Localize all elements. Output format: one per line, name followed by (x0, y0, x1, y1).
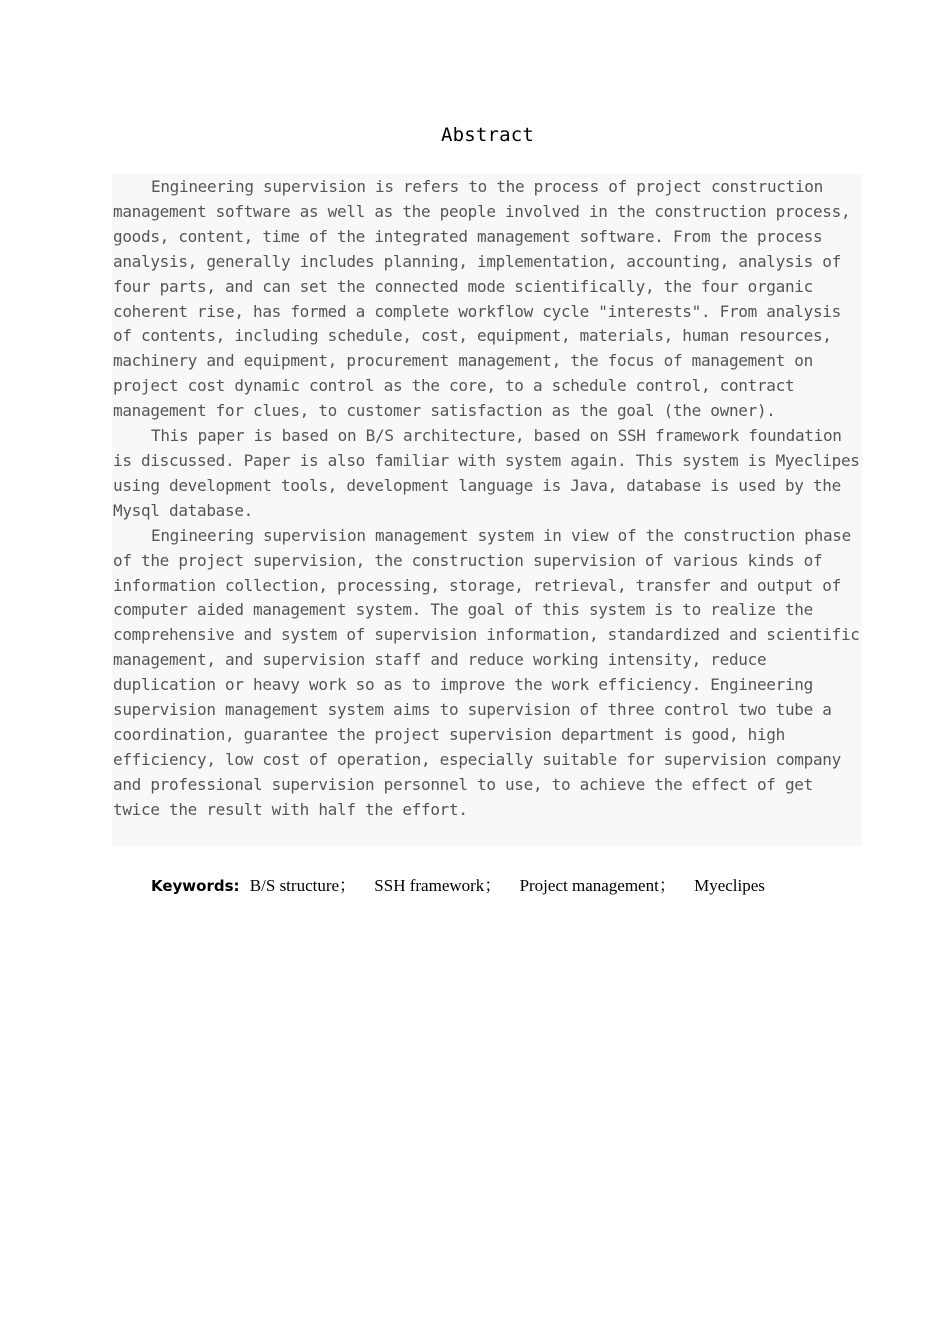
keyword-separator: ； (658, 876, 676, 895)
keyword-separator: ； (339, 876, 357, 895)
keyword-item: Myeclipes (694, 876, 765, 895)
keyword-item: SSH framework (374, 876, 485, 895)
abstract-paragraph: This paper is based on B/S architecture, based on SSH framework foundation is discussed. Paper is also familiar with system again. This system is Myeclipes using development tools, development language is Java, database is used by the Mysql database. (113, 426, 860, 520)
abstract-body (112, 174, 862, 846)
keyword-separator: ； (484, 876, 502, 895)
keywords-label: Keywords: (151, 877, 240, 895)
abstract-paragraph: Engineering supervision is refers to the process of project construction management software as well as the people involved in the construction process, goods, content, time of the integrated management software. From the process analysis, generally includes planning, implementation, accounting, analysis of four parts, and can set the connected mode scientifically, the four organic coherent rise, has formed a complete workflow cycle "interests". From analysis of contents, including schedule, cost, equipment, materials, human resources, machinery and equipment, procurement management, the focus of management on project cost dynamic control as the core, to a schedule control, contract management for clues, to customer satisfaction as the goal (the owner). (113, 177, 851, 421)
abstract-title: Abstract (440, 124, 535, 146)
keyword-item: B/S structure (249, 876, 340, 895)
keywords-line (151, 871, 765, 896)
abstract-paragraph: Engineering supervision management system in view of the construction phase of the project supervision, the construction supervision of various kinds of information collection, processing, storage, retrieval, transfer and output of computer aided management system. The goal of this system is to realize the comprehensive and system of supervision information, standardized and scientific management, and supervision staff and reduce working intensity, reduce duplication or heavy work so as to improve the work efficiency. Engineering supervision management system aims to supervision of three control two tube a coordination, guarantee the project supervision department is good, high efficiency, low cost of operation, especially suitable for supervision company and professional supervision personnel to use, to achieve the effect of get twice the result with half the effort. (113, 525, 860, 819)
keyword-item: Project management (519, 876, 659, 895)
